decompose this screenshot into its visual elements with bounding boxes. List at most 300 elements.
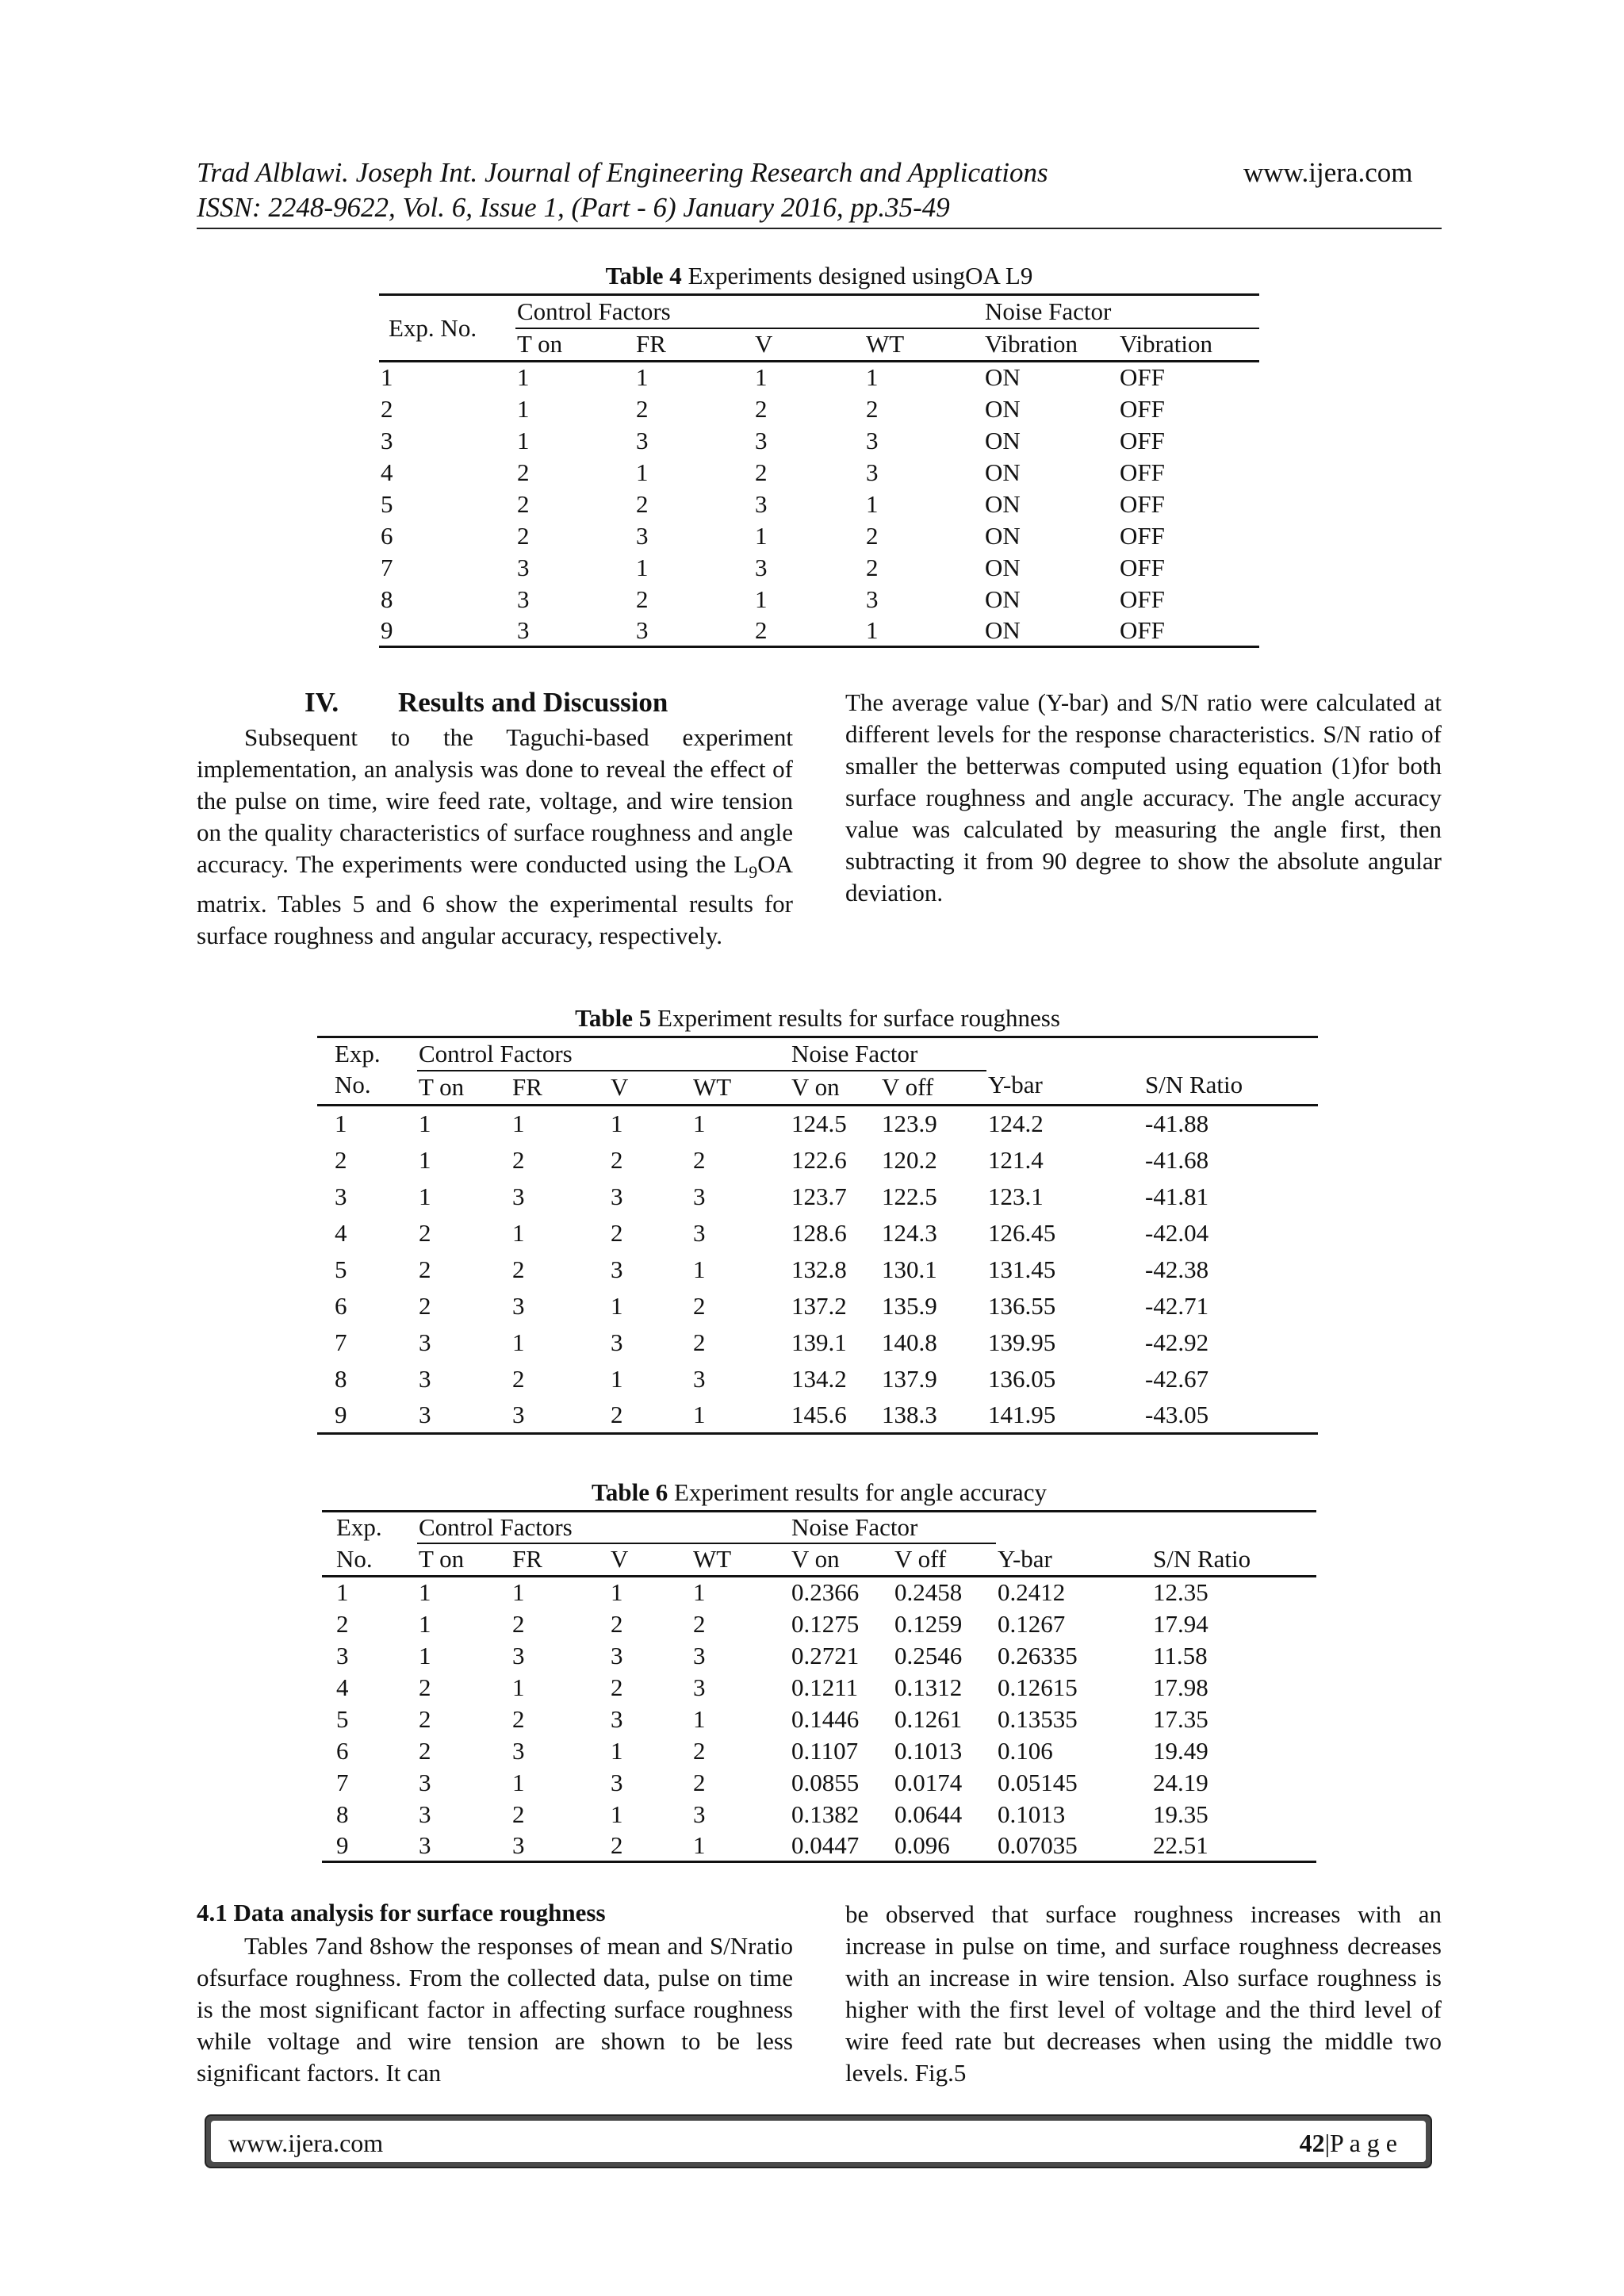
- table5-cell: 1: [611, 1364, 623, 1393]
- table6-header-noise: Noise Factor: [790, 1512, 996, 1543]
- table4-cell: 3: [517, 553, 530, 581]
- table4-cell: OFF: [1120, 394, 1165, 423]
- table6-row: [322, 1577, 1316, 1608]
- table4-header-control: Control Factors: [515, 295, 983, 328]
- footer-website-link[interactable]: www.ijera.com: [228, 2129, 384, 2157]
- table5-cell: 122.5: [882, 1182, 937, 1210]
- table6-cell: 0.13535: [998, 1704, 1078, 1733]
- table4-cell: OFF: [1120, 458, 1165, 486]
- table5-cell: 123.1: [988, 1182, 1044, 1210]
- table4-cell: ON: [985, 553, 1021, 581]
- table5-cell: 1: [693, 1110, 706, 1138]
- table5-cell: 3: [611, 1255, 623, 1283]
- table5-cell: 3: [693, 1364, 706, 1393]
- table4-cell: 3: [755, 553, 768, 581]
- table5-cell: 7: [335, 1328, 347, 1356]
- table5-cell: 131.45: [988, 1255, 1056, 1283]
- page-footer: [205, 2114, 1432, 2168]
- table5-cell: 8: [335, 1364, 347, 1393]
- table6-caption: [322, 1478, 1316, 1507]
- table6-col-header: S/N Ratio: [1151, 1543, 1316, 1577]
- table5-row: [317, 1324, 1318, 1361]
- table6-cell: 7: [336, 1768, 349, 1796]
- section-number: IV.: [304, 687, 339, 718]
- table4-caption-text: Experiments designed usingOA L9: [681, 262, 1033, 289]
- table6-row: [322, 1735, 1316, 1767]
- table6-cell: 0.0447: [790, 1830, 893, 1862]
- table5-header-control: Control Factors: [417, 1037, 790, 1071]
- table4-cell: 2: [636, 394, 649, 423]
- subsection-title: 4.1 Data analysis for surface roughness: [197, 1899, 606, 1926]
- table6-cell: 0.26335: [998, 1641, 1078, 1669]
- table5-cell: 120.2: [882, 1145, 937, 1174]
- table4-cell: ON: [985, 521, 1021, 550]
- table4-cell: 1: [864, 615, 983, 647]
- table6-row: [322, 1767, 1316, 1799]
- table6-cell: 6: [336, 1736, 349, 1765]
- table6-cell: 17.94: [1153, 1609, 1208, 1638]
- table5-cell: 138.3: [880, 1397, 986, 1434]
- table5-cell: 3: [417, 1397, 511, 1434]
- table5-row: [317, 1179, 1318, 1215]
- table6-cell: 2: [693, 1609, 706, 1638]
- table4-col-header: WT: [864, 328, 983, 362]
- table6-cell: 1: [611, 1578, 623, 1607]
- table5-col-header: WT: [691, 1071, 790, 1106]
- table6-cell: 9: [322, 1830, 417, 1862]
- table5-col-header: V: [609, 1071, 691, 1106]
- table5-label: Table 5: [575, 1004, 652, 1032]
- table4-cell: 2: [517, 521, 530, 550]
- table6-cell: 2: [419, 1736, 431, 1765]
- table5-cell: 121.4: [988, 1145, 1044, 1174]
- table4-caption: [379, 262, 1259, 290]
- section41-right-paragraph: be observed that surface roughness increases with an increase in pulse on time, and surface roughness decreases with an increase in wire tension. Also surface roughness is higher with the first level of voltage and the third level of wire feed rate but decreases when using the middle two levels. Fig.5: [845, 1900, 1442, 2087]
- table6-cell: 1: [611, 1736, 623, 1765]
- table6-cell: 1: [611, 1800, 623, 1828]
- table6-cell: 0.2546: [894, 1641, 963, 1669]
- table6-header-control: Control Factors: [417, 1512, 790, 1543]
- table5-cell: 3: [419, 1328, 431, 1356]
- table4-header-exp: Exp. No.: [379, 295, 515, 362]
- table6-cell: 2: [512, 1609, 525, 1638]
- table4-row: [379, 584, 1259, 615]
- table6-cell: 2: [336, 1609, 349, 1638]
- table5-cell: 139.1: [791, 1328, 847, 1356]
- table4-col-header: V: [753, 328, 864, 362]
- table5-cell: 3: [512, 1182, 525, 1210]
- table4-cell: 1: [755, 585, 768, 613]
- table5-cell: 123.9: [882, 1110, 937, 1138]
- section4-left-column: [197, 722, 793, 952]
- table6-cell: 0.1312: [894, 1673, 963, 1701]
- table4-col-header: T on: [515, 328, 634, 362]
- table4-cell: 2: [755, 394, 768, 423]
- table6-row: [322, 1704, 1316, 1735]
- table5-cell: 1: [419, 1145, 431, 1174]
- table6-cell: 0.2366: [791, 1578, 860, 1607]
- table6-cell: 1: [693, 1578, 706, 1607]
- table6-cell: 1: [336, 1578, 349, 1607]
- table5-cell: 1: [512, 1110, 525, 1138]
- table4-cell: 6: [381, 521, 393, 550]
- table5-cell: 124.5: [791, 1110, 847, 1138]
- table5-cell: -42.92: [1145, 1328, 1209, 1356]
- table5-cell: 122.6: [791, 1145, 847, 1174]
- table5-cell: 126.45: [988, 1218, 1056, 1247]
- table5-row: [317, 1361, 1318, 1397]
- table6-cell: 1: [419, 1641, 431, 1669]
- table5-cell: 140.8: [882, 1328, 937, 1356]
- table6-cell: 24.19: [1153, 1768, 1208, 1796]
- table4-cell: ON: [985, 585, 1021, 613]
- table5-cell: 1: [693, 1255, 706, 1283]
- table4-cell: 2: [636, 585, 649, 613]
- table5-col-header: T on: [417, 1071, 511, 1106]
- table6-col-header: V on: [790, 1543, 893, 1577]
- table6-cell: 17.35: [1153, 1704, 1208, 1733]
- table5-cell: 1: [512, 1328, 525, 1356]
- table4-row: [379, 362, 1259, 393]
- table4-row: [379, 393, 1259, 425]
- table4-cell: 5: [381, 489, 393, 518]
- table5-cell: 1: [419, 1182, 431, 1210]
- table5-col-header: V off: [880, 1071, 986, 1106]
- section4-right-paragraph: The average value (Y-bar) and S/N ratio were calculated at different levels for the response characteristics. S/N ratio of smaller the betterwas computed using equation (1)for both surface roughness and angle accuracy. The angle accuracy value was calculated by measuring the angle first, then subtracting it from 90 degree to show the absolute angular deviation.: [845, 688, 1442, 907]
- section-title: Results and Discussion: [398, 687, 668, 718]
- page-number: [1300, 2129, 1397, 2158]
- table4-cell: 3: [636, 521, 649, 550]
- table4-cell: 3: [755, 426, 768, 454]
- table6-cell: 0.07035: [996, 1830, 1151, 1862]
- table5-cell: 2: [693, 1145, 706, 1174]
- table4-cell: 9: [379, 615, 515, 647]
- table4-cell: 3: [381, 426, 393, 454]
- table6-cell: 0.0855: [791, 1768, 860, 1796]
- table4-cell: 3: [866, 426, 879, 454]
- table5-row: [317, 1215, 1318, 1251]
- table4-row: [379, 457, 1259, 489]
- table4-row: [379, 425, 1259, 457]
- table6-cell: 19.49: [1153, 1736, 1208, 1765]
- table6-cell: 3: [693, 1641, 706, 1669]
- table6-cell: 0.0174: [894, 1768, 963, 1796]
- table5-header-exp: Exp.: [317, 1037, 417, 1071]
- table5-cell: 1: [512, 1218, 525, 1247]
- table6-cell: 0.106: [998, 1736, 1053, 1765]
- section41-right-column: [845, 1899, 1442, 2089]
- table5-cell: 2: [693, 1328, 706, 1356]
- table4-cell: 1: [636, 458, 649, 486]
- table6-cell: 3: [611, 1641, 623, 1669]
- table6-cell: 0.2412: [998, 1578, 1066, 1607]
- table5-cell: 1: [419, 1110, 431, 1138]
- table5: [317, 1036, 1318, 1435]
- table4-cell: 3: [866, 458, 879, 486]
- table5-cell: 2: [419, 1218, 431, 1247]
- table6-cell: 3: [693, 1673, 706, 1701]
- table6-caption-text: Experiment results for angle accuracy: [668, 1478, 1047, 1506]
- table6-cell: 22.51: [1151, 1830, 1316, 1862]
- table4-cell: OFF: [1120, 489, 1165, 518]
- table6-row: [322, 1799, 1316, 1830]
- table5-col-header: S/N Ratio: [1143, 1071, 1318, 1106]
- table6-cell: 0.1267: [998, 1609, 1066, 1638]
- table5-cell: 2: [419, 1291, 431, 1320]
- table4-cell: 2: [517, 458, 530, 486]
- table5-cell: 9: [317, 1397, 417, 1434]
- table6-cell: 0.096: [893, 1830, 996, 1862]
- table5-cell: 2: [611, 1218, 623, 1247]
- table4-cell: 1: [755, 521, 768, 550]
- table4-cell: 2: [866, 521, 879, 550]
- table6-label: Table 6: [592, 1478, 668, 1506]
- table4-cell: 1: [636, 363, 649, 392]
- table5-cell: -42.71: [1145, 1291, 1209, 1320]
- table4-row: [379, 489, 1259, 520]
- table5-cell: 4: [335, 1218, 347, 1247]
- table6: [322, 1510, 1316, 1863]
- table5-cell: 2: [512, 1145, 525, 1174]
- table6-row: [322, 1830, 1316, 1862]
- table6-cell: 1: [693, 1704, 706, 1733]
- table4-cell: 2: [753, 615, 864, 647]
- table6-cell: 1: [419, 1609, 431, 1638]
- table5-cell: -42.38: [1145, 1255, 1209, 1283]
- table6-cell: 3: [419, 1800, 431, 1828]
- table4-cell: ON: [985, 489, 1021, 518]
- section4-right-column: [845, 687, 1442, 909]
- table5-cell: 6: [335, 1291, 347, 1320]
- table4-cell: 8: [381, 585, 393, 613]
- table6-cell: 1: [512, 1578, 525, 1607]
- table6-col-header: WT: [691, 1543, 790, 1577]
- table5-row: [317, 1288, 1318, 1324]
- table6-cell: 12.35: [1153, 1578, 1208, 1607]
- table6-cell: 2: [512, 1800, 525, 1828]
- table5-cell: 3: [693, 1182, 706, 1210]
- table5-cell: 3: [419, 1364, 431, 1393]
- table5-cell: 141.95: [986, 1397, 1143, 1434]
- table5-cell: 3: [512, 1291, 525, 1320]
- table4-cell: ON: [985, 394, 1021, 423]
- table5-cell: 3: [335, 1182, 347, 1210]
- table6-cell: 3: [512, 1641, 525, 1669]
- section41-left-paragraph: Tables 7and 8show the responses of mean and S/Nratio ofsurface roughness. From the collected data, pulse on time is the most significant factor in affecting surface roughness while voltage and wire tension are shown to be less significant factors. It can: [197, 1932, 793, 2087]
- table5-row: [317, 1251, 1318, 1288]
- table6-cell: 0.1259: [894, 1609, 963, 1638]
- table5-header-noise: Noise Factor: [790, 1037, 986, 1071]
- table5-row: [317, 1397, 1318, 1434]
- table6-cell: 0.1261: [894, 1704, 963, 1733]
- section4-left-paragraph: Subsequent to the Taguchi-based experiment implementation, an analysis was done to reveal the effect of the pulse on time, wire feed rate, voltage, and wire tension on the quality characteristics of surface roughness and angle accuracy. The experiments were conducted using the $L_9OA$ matrix. Tables 5 and 6 show the experimental results for surface roughness and angular accuracy, respectively.: [197, 723, 793, 950]
- table4-cell: 3: [517, 585, 530, 613]
- table4-cell: 1: [755, 363, 768, 392]
- table6-row: [322, 1640, 1316, 1672]
- table5-caption-text: Experiment results for surface roughness: [651, 1004, 1060, 1032]
- table5-cell: 145.6: [790, 1397, 880, 1434]
- table5-col-header: V on: [790, 1071, 880, 1106]
- table4-cell: ON: [983, 615, 1118, 647]
- table5-cell: 2: [419, 1255, 431, 1283]
- table6-cell: 0.1013: [998, 1800, 1066, 1828]
- table6-col-header: V: [609, 1543, 691, 1577]
- table6-cell: 1: [512, 1768, 525, 1796]
- table6-cell: 4: [336, 1673, 349, 1701]
- table4-cell: ON: [985, 426, 1021, 454]
- table5-caption: [317, 1004, 1318, 1033]
- table4-cell: 3: [634, 615, 753, 647]
- table4-cell: OFF: [1120, 426, 1165, 454]
- table4-cell: 1: [517, 363, 530, 392]
- table4-row: [379, 615, 1259, 647]
- table5-cell: 137.2: [791, 1291, 847, 1320]
- table4-col-header: Vibration: [1118, 328, 1259, 362]
- table6-row: [322, 1608, 1316, 1640]
- table5-row: [317, 1142, 1318, 1179]
- table4-cell: OFF: [1120, 553, 1165, 581]
- table5-cell: 132.8: [791, 1255, 847, 1283]
- table5-cell: 128.6: [791, 1218, 847, 1247]
- table4-header-noise: Noise Factor: [983, 295, 1259, 328]
- table5-col-header: Y-bar: [986, 1071, 1143, 1106]
- header-website-link[interactable]: www.ijera.com: [1243, 157, 1413, 188]
- header-rule: [197, 228, 1442, 229]
- table6-cell: 2: [693, 1768, 706, 1796]
- table4-cell: 2: [636, 489, 649, 518]
- table6-cell: 2: [611, 1609, 623, 1638]
- table6-col-header: V off: [893, 1543, 996, 1577]
- table4-cell: 3: [866, 585, 879, 613]
- table6-col-header: FR: [511, 1543, 609, 1577]
- table5-header-no: No.: [317, 1071, 417, 1106]
- table6-cell: 2: [609, 1830, 691, 1862]
- table5-cell: 123.7: [791, 1182, 847, 1210]
- table5-cell: 3: [693, 1218, 706, 1247]
- table5-cell: 2: [611, 1145, 623, 1174]
- table5-row: [317, 1106, 1318, 1142]
- table4-row: [379, 552, 1259, 584]
- table6-cell: 0.1013: [894, 1736, 963, 1765]
- table4-cell: OFF: [1120, 521, 1165, 550]
- table6-cell: 8: [336, 1800, 349, 1828]
- table5-cell: 2: [693, 1291, 706, 1320]
- table5-cell: 1: [611, 1110, 623, 1138]
- table5-cell: 139.95: [988, 1328, 1056, 1356]
- table5-cell: 2: [512, 1364, 525, 1393]
- table6-cell: 19.35: [1153, 1800, 1208, 1828]
- table5-cell: 134.2: [791, 1364, 847, 1393]
- table5-cell: 1: [691, 1397, 790, 1434]
- table5-cell: 2: [512, 1255, 525, 1283]
- section41-left-column: [197, 1930, 793, 2089]
- table6-col-header: T on: [417, 1543, 511, 1577]
- table6-header-no: No.: [322, 1543, 417, 1577]
- table6-cell: 2: [512, 1704, 525, 1733]
- table5-cell: 3: [611, 1182, 623, 1210]
- table6-cell: 17.98: [1153, 1673, 1208, 1701]
- table5-cell: -42.67: [1145, 1364, 1209, 1393]
- running-header-issn: ISSN: 2248-9622, Vol. 6, Issue 1, (Part - 6) January 2016, pp.35-49: [197, 192, 950, 223]
- table5-cell: 1: [611, 1291, 623, 1320]
- table5-cell: 136.55: [988, 1291, 1056, 1320]
- table6-cell: 0.1382: [791, 1800, 860, 1828]
- running-header-citation: Trad Alblawi. Joseph Int. Journal of Engineering Research and Applications: [197, 157, 1048, 188]
- table6-cell: 0.1107: [791, 1736, 859, 1765]
- table5-col-header: FR: [511, 1071, 609, 1106]
- table5-cell: 124.2: [988, 1110, 1044, 1138]
- table6-cell: 3: [336, 1641, 349, 1669]
- table4-cell: 4: [381, 458, 393, 486]
- table6-cell: 5: [336, 1704, 349, 1733]
- table5-cell: -42.04: [1145, 1218, 1209, 1247]
- table4-row: [379, 520, 1259, 552]
- table6-col-header: Y-bar: [996, 1543, 1151, 1577]
- table6-cell: 0.2721: [791, 1641, 860, 1669]
- table5-cell: 2: [335, 1145, 347, 1174]
- table4-col-header: Vibration: [983, 328, 1118, 362]
- table4-cell: 2: [755, 458, 768, 486]
- table5-cell: 5: [335, 1255, 347, 1283]
- page-number-suffix: |P a g e: [1324, 2129, 1397, 2157]
- table4-cell: 2: [866, 553, 879, 581]
- table6-cell: 0.1446: [791, 1704, 860, 1733]
- table4-cell: 1: [517, 394, 530, 423]
- table6-cell: 0.1275: [791, 1609, 860, 1638]
- table4-cell: 2: [381, 394, 393, 423]
- table4: [379, 293, 1259, 648]
- table4-cell: 3: [515, 615, 634, 647]
- table4-cell: 1: [381, 363, 393, 392]
- table5-cell: -41.88: [1145, 1110, 1209, 1138]
- table6-cell: 1: [512, 1673, 525, 1701]
- table6-cell: 0.0644: [894, 1800, 963, 1828]
- table6-cell: 3: [693, 1800, 706, 1828]
- table4-cell: 1: [517, 426, 530, 454]
- table6-cell: 1: [419, 1578, 431, 1607]
- table4-cell: 1: [636, 553, 649, 581]
- table6-cell: 2: [693, 1736, 706, 1765]
- table6-cell: 1: [691, 1830, 790, 1862]
- table5-cell: -43.05: [1143, 1397, 1318, 1434]
- table5-cell: 124.3: [882, 1218, 937, 1247]
- table5-cell: -41.81: [1145, 1182, 1209, 1210]
- table6-cell: 2: [419, 1673, 431, 1701]
- table5-cell: 136.05: [988, 1364, 1056, 1393]
- table6-cell: 3: [611, 1704, 623, 1733]
- table6-header-exp: Exp.: [322, 1512, 417, 1543]
- table6-cell: 3: [417, 1830, 511, 1862]
- table6-cell: 3: [419, 1768, 431, 1796]
- table4-cell: OFF: [1120, 585, 1165, 613]
- table6-cell: 11.58: [1153, 1641, 1208, 1669]
- table4-cell: 3: [755, 489, 768, 518]
- table6-cell: 0.12615: [998, 1673, 1078, 1701]
- table6-cell: 2: [611, 1673, 623, 1701]
- table6-cell: 0.2458: [894, 1578, 963, 1607]
- table4-cell: 2: [517, 489, 530, 518]
- table5-cell: -41.68: [1145, 1145, 1209, 1174]
- table5-cell: 137.9: [882, 1364, 937, 1393]
- table4-cell: 3: [636, 426, 649, 454]
- table6-cell: 3: [512, 1736, 525, 1765]
- table4-cell: 7: [381, 553, 393, 581]
- table6-cell: 3: [511, 1830, 609, 1862]
- table5-cell: 3: [511, 1397, 609, 1434]
- table6-cell: 0.1211: [791, 1673, 859, 1701]
- table5-cell: 2: [609, 1397, 691, 1434]
- table4-cell: OFF: [1118, 615, 1259, 647]
